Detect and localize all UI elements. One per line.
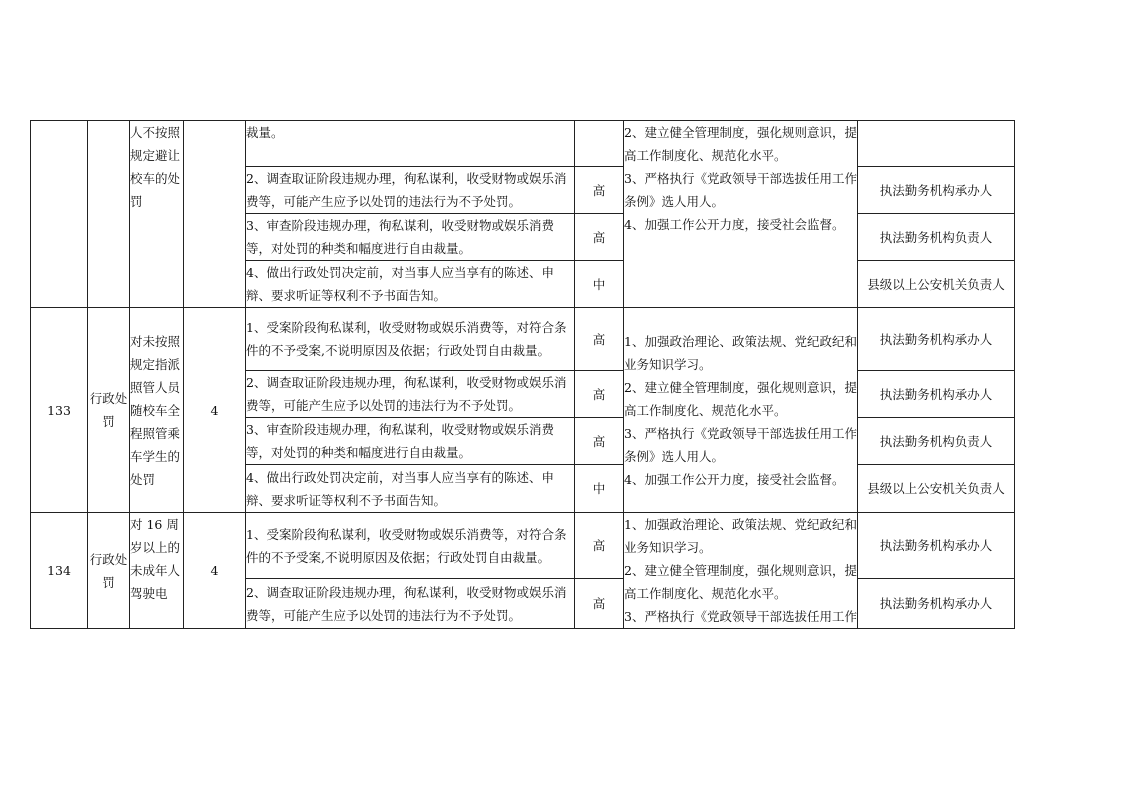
- row-item-name: 人不按照规定避让校车的处罚: [130, 121, 184, 308]
- risk-level: 高: [575, 214, 624, 261]
- row-count: [184, 121, 246, 308]
- measure-line: 3、严格执行《党政领导干部选拔任用工作条例》选人用人。: [624, 171, 857, 209]
- row-index: 133: [31, 308, 88, 513]
- responsible-person: 执法勤务机构承办人: [858, 308, 1015, 371]
- row-count: 4: [184, 513, 246, 629]
- risk-level: 高: [575, 167, 624, 214]
- table-row: [31, 121, 1015, 167]
- responsible-person: 执法勤务机构负责人: [858, 214, 1015, 261]
- measure-line: 1、加强政治理论、政策法规、党纪政纪和业务知识学习。: [624, 333, 857, 372]
- measure-line: 3、严格执行《党政领导干部选拔任用工作条例》选人用人。: [624, 425, 857, 464]
- risk-level: 高: [575, 513, 624, 579]
- row-count: 4: [184, 308, 246, 513]
- risk-table: [30, 120, 1015, 629]
- measure-line: 2、建立健全管理制度，强化规则意识，提高工作制度化、规范化水平。: [624, 379, 857, 418]
- measure-line: 4、加强工作公开力度，接受社会监督。: [624, 217, 845, 232]
- responsible-person: 执法勤务机构承办人: [858, 579, 1015, 629]
- row-category: 行政处罚: [88, 308, 130, 513]
- risk-description: 2、调查取证阶段违规办理，徇私谋利，收受财物或娱乐消费等，可能产生应予以处罚的违法行为不予处罚。: [246, 579, 575, 629]
- risk-description: 4、做出行政处罚决定前，对当事人应当享有的陈述、申辩、要求听证等权利不予书面告知。: [246, 261, 575, 308]
- responsible-person: 执法勤务机构承办人: [858, 167, 1015, 214]
- risk-description: 1、受案阶段徇私谋利，收受财物或娱乐消费等，对符合条件的不予受案,不说明原因及依据；行政处罚自由裁量。: [246, 308, 575, 371]
- risk-description: 2、调查取证阶段违规办理，徇私谋利，收受财物或娱乐消费等，可能产生应予以处罚的违法行为不予处罚。: [246, 371, 575, 418]
- risk-level: 中: [575, 465, 624, 513]
- risk-description: 裁量。: [246, 121, 575, 167]
- measure-line: 2、建立健全管理制度，强化规则意识，提高工作制度化、规范化水平。: [624, 125, 857, 163]
- responsible-person: 县级以上公安机关负责人: [858, 261, 1015, 308]
- measure-line: 2、建立健全管理制度，强化规则意识，提高工作制度化、规范化水平。: [624, 563, 857, 601]
- table-row: [31, 308, 1015, 371]
- prevention-measures: [624, 513, 858, 629]
- responsible-person: [858, 121, 1015, 167]
- responsible-person: 执法勤务机构承办人: [858, 371, 1015, 418]
- risk-level: 高: [575, 579, 624, 629]
- measure-line: 3、严格执行《党政领导干部选拔任用工作: [624, 609, 857, 624]
- risk-description: 3、审查阶段违规办理，徇私谋利，收受财物或娱乐消费等，对处罚的种类和幅度进行自由裁量。: [246, 214, 575, 261]
- row-category: [88, 121, 130, 308]
- risk-level: 高: [575, 371, 624, 418]
- measure-line: 4、加强工作公开力度，接受社会监督。: [624, 471, 845, 487]
- row-category: 行政处罚: [88, 513, 130, 629]
- risk-description: 2、调查取证阶段违规办理，徇私谋利，收受财物或娱乐消费等，可能产生应予以处罚的违法行为不予处罚。: [246, 167, 575, 214]
- responsible-person: 执法勤务机构负责人: [858, 418, 1015, 465]
- row-item-name: 对未按照规定指派照管人员随校车全程照管乘车学生的处罚: [130, 308, 184, 513]
- table-row: [31, 513, 1015, 579]
- responsible-person: 县级以上公安机关负责人: [858, 465, 1015, 513]
- prevention-measures: [624, 308, 858, 513]
- row-index: [31, 121, 88, 308]
- risk-description: 4、做出行政处罚决定前，对当事人应当享有的陈述、申辩、要求听证等权利不予书面告知。: [246, 465, 575, 513]
- row-index: 134: [31, 513, 88, 629]
- risk-level: [575, 121, 624, 167]
- risk-level: 高: [575, 418, 624, 465]
- row-item-name: 对 16 周岁以上的未成年人驾驶电: [130, 513, 184, 629]
- risk-level: 中: [575, 261, 624, 308]
- responsible-person: 执法勤务机构承办人: [858, 513, 1015, 579]
- prevention-measures: [624, 121, 858, 308]
- risk-description: 1、受案阶段徇私谋利，收受财物或娱乐消费等，对符合条件的不予受案,不说明原因及依据；行政处罚自由裁量。: [246, 513, 575, 579]
- risk-level: 高: [575, 308, 624, 371]
- risk-description: 3、审查阶段违规办理，徇私谋利，收受财物或娱乐消费等，对处罚的种类和幅度进行自由裁量。: [246, 418, 575, 465]
- measure-line: 1、加强政治理论、政策法规、党纪政纪和业务知识学习。: [624, 517, 857, 555]
